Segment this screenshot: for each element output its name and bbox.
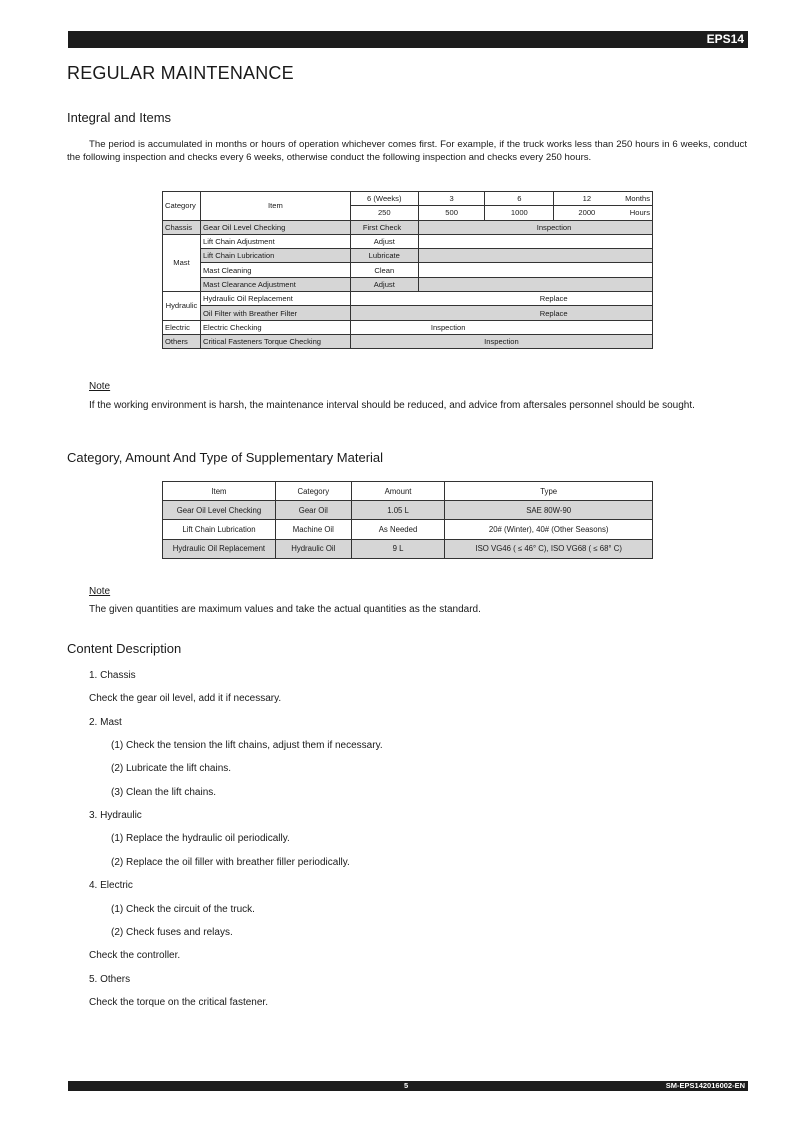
action-text: Inspection: [536, 222, 572, 232]
category-cell: Hydraulic: [163, 292, 201, 321]
interval-1000-hours: 1000: [485, 206, 554, 220]
list-item: 3. Hydraulic: [89, 810, 142, 821]
item-cell: Mast Cleaning: [200, 263, 350, 277]
empty-cell: [418, 277, 652, 291]
interval-3-months: 3: [418, 192, 485, 206]
interval-12-months: 12: [554, 192, 620, 206]
action-cell: [539, 306, 653, 320]
interval-weeks: 6 (Weeks): [350, 192, 418, 206]
table-row: [163, 292, 653, 306]
table-row: [163, 539, 653, 558]
empty-cell: [418, 220, 485, 234]
interval-2000-hours: 2000: [554, 206, 620, 220]
amount-cell: 9 L: [351, 539, 445, 558]
interval-500-hours: 500: [418, 206, 485, 220]
table-row: [163, 334, 653, 348]
list-item: Check the torque on the critical fastener.: [89, 997, 268, 1008]
header-item: Item: [200, 192, 350, 221]
list-item: Check the gear oil level, add it if necessary.: [89, 693, 282, 704]
list-item: 1. Chassis: [89, 670, 136, 681]
list-item: (1) Check the tension the lift chains, adjust them if necessary.: [111, 740, 383, 751]
list-item: 5. Others: [89, 974, 131, 985]
section-heading-integral: Integral and Items: [67, 110, 172, 125]
table-row: [163, 277, 653, 291]
item-cell: Mast Clearance Adjustment: [200, 277, 350, 291]
header-bar: [68, 31, 748, 48]
item-cell: Lift Chain Lubrication: [200, 249, 350, 263]
category-cell: Mast: [163, 234, 201, 291]
empty-cell: [350, 292, 553, 306]
note-label: Note: [89, 381, 111, 392]
amount-cell: As Needed: [351, 520, 445, 539]
document-number: SM-EPS142016002-EN: [665, 1081, 745, 1090]
unit-months: Months: [619, 192, 652, 206]
list-item: (3) Clean the lift chains.: [111, 787, 217, 798]
note-label: Note: [89, 586, 111, 597]
list-item: 2. Mast: [89, 717, 122, 728]
table-row: [163, 306, 653, 320]
header-amount: Amount: [351, 482, 445, 501]
category-cell: Others: [163, 334, 201, 348]
category-cell: Chassis: [163, 220, 201, 234]
header-item: Item: [163, 482, 276, 501]
item-cell: Hydraulic Oil Replacement: [200, 292, 350, 306]
table-row: [163, 234, 653, 248]
item-cell: Gear Oil Level Checking: [200, 220, 350, 234]
unit-hours: Hours: [619, 206, 652, 220]
section-heading-content: Content Description: [67, 641, 182, 656]
item-cell: Electric Checking: [200, 320, 350, 334]
action-cell: Adjust: [350, 234, 418, 248]
list-item: Check the controller.: [89, 950, 181, 961]
list-item: (2) Replace the oil filler with breather filler periodically.: [111, 857, 350, 868]
table-row: [163, 501, 653, 520]
footer-bar: [68, 1081, 748, 1091]
intro-paragraph: The period is accumulated in months or hours of operation whichever comes first. For example, if the truck works less than 250 hours in 6 weeks, conduct the following inspection and checks every 6 weeks, otherwise conduct the following inspection and checks every 250 hours.: [67, 139, 747, 163]
category-cell: Hydraulic Oil: [275, 539, 351, 558]
action-cell: Adjust: [350, 277, 418, 291]
item-cell: Oil Filter with Breather Filter: [200, 306, 350, 320]
table-row: [163, 320, 653, 334]
table-header-row: [163, 482, 653, 501]
list-item: (2) Check fuses and relays.: [111, 927, 233, 938]
type-cell: ISO VG46 ( ≤ 46° C), ISO VG68 ( ≤ 68° C): [445, 539, 653, 558]
action-cell: First Check: [350, 220, 418, 234]
item-cell: Lift Chain Adjustment: [200, 234, 350, 248]
category-cell: Electric: [163, 320, 201, 334]
note-text: The given quantities are maximum values and take the actual quantities as the standard.: [89, 604, 481, 615]
list-item: (1) Replace the hydraulic oil periodically.: [111, 833, 290, 844]
page-title: REGULAR MAINTENANCE: [67, 63, 294, 83]
type-cell: SAE 80W-90: [445, 501, 653, 520]
action-cell: Lubricate: [350, 249, 418, 263]
section-heading-materials: Category, Amount And Type of Supplementary Material: [67, 450, 384, 465]
header-type: Type: [445, 482, 653, 501]
header-category: Category: [275, 482, 351, 501]
action-cell: [536, 220, 653, 234]
type-cell: 20# (Winter), 40# (Other Seasons): [445, 520, 653, 539]
amount-cell: 1.05 L: [351, 501, 445, 520]
item-cell: Lift Chain Lubrication: [163, 520, 276, 539]
maintenance-schedule-table: [162, 191, 653, 349]
list-item: 4. Electric: [89, 880, 133, 891]
action-text: Replace: [539, 308, 568, 318]
header-category: Category: [163, 192, 201, 221]
note-text: If the working environment is harsh, the maintenance interval should be reduced, and advice from aftersales personnel should be sought.: [89, 400, 695, 411]
category-cell: Gear Oil: [275, 501, 351, 520]
action-cell: Clean: [350, 263, 418, 277]
page-number: 5: [404, 1081, 409, 1090]
interval-6-months: 6: [485, 192, 554, 206]
action-cell: [539, 292, 653, 306]
action-cell: Inspection: [350, 334, 652, 348]
empty-cell: [418, 234, 652, 248]
item-cell: Hydraulic Oil Replacement: [163, 539, 276, 558]
interval-250-hours: 250: [350, 206, 418, 220]
action-cell: Inspection: [350, 320, 652, 334]
empty-cell: [418, 263, 652, 277]
list-item: (2) Lubricate the lift chains.: [111, 763, 232, 774]
empty-cell: [418, 249, 652, 263]
materials-table: [162, 481, 653, 559]
table-row: [163, 220, 653, 234]
table-row: [163, 520, 653, 539]
empty-cell: [350, 306, 553, 320]
table-row: [163, 263, 653, 277]
category-cell: Machine Oil: [275, 520, 351, 539]
item-cell: Gear Oil Level Checking: [163, 501, 276, 520]
table-row: [163, 249, 653, 263]
action-text: Replace: [539, 294, 568, 304]
list-item: (1) Check the circuit of the truck.: [111, 904, 255, 915]
item-cell: Critical Fasteners Torque Checking: [200, 334, 350, 348]
model-code: EPS14: [706, 32, 744, 46]
